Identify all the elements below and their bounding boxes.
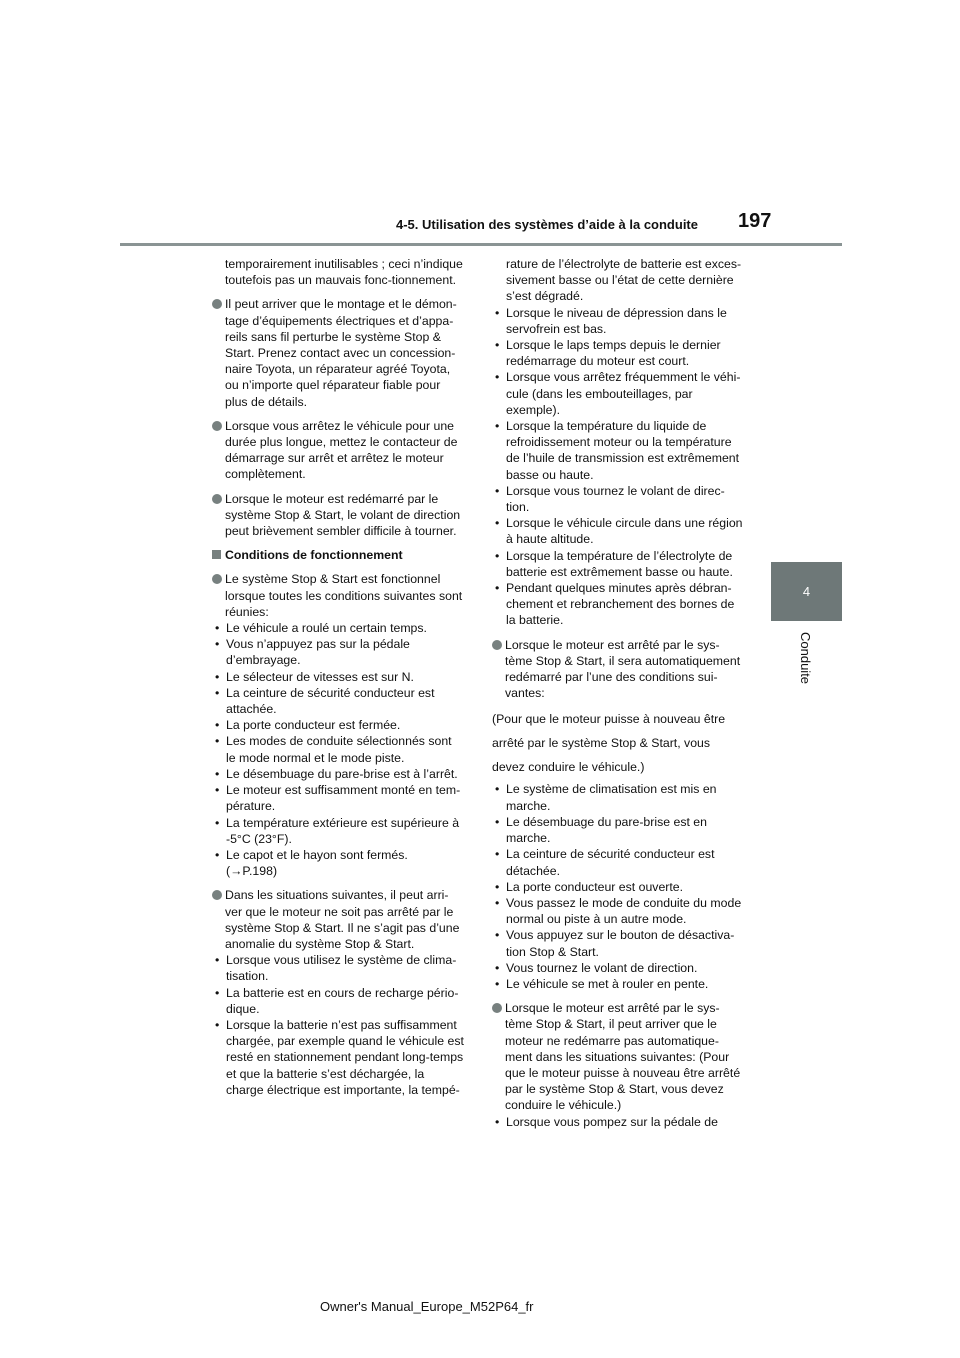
list-item: • La température extérieure est supérieure à -5°C (23°F). <box>215 815 460 846</box>
list-item: • La batterie est en cours de recharge pério-dique. <box>215 985 459 1016</box>
list-item: • Le moteur est suffisamment monté en tem-pérature. <box>215 783 461 814</box>
bullet-dot-icon <box>492 640 502 650</box>
section-heading: Conditions de fonctionnement <box>212 547 464 563</box>
note-line: arrêté par le système Stop & Start, vous <box>492 736 711 751</box>
bullet-paragraph: Il peut arriver que le montage et le démon-tage d’équipements électriques et d’appa-reils sans fil perturbe le système Stop & Start. Prenez contact avec un concession-naire Toyota, un réparateur agréé Toyota, ou n’importe quel réparateur fiable pour plus de détails. <box>212 296 464 409</box>
list-item: • Vous passez le mode de conduite du mode normal ou piste à un autre mode. <box>495 895 742 927</box>
bullet-dot-icon <box>212 299 222 309</box>
page-number: 197 <box>738 210 772 232</box>
list-item: • Les modes de conduite sélectionnés sont le mode normal et le mode piste. <box>215 734 452 765</box>
bullet-dot-icon <box>212 574 222 584</box>
continued-text: rature de l’électrolyte de batterie est exces-sivement basse ou l’état de cette dernière s’est dégradé. <box>506 257 742 304</box>
list-item: • Vous tournez le volant de direction. <box>495 960 698 975</box>
page-reference: (→P.198) <box>226 864 278 879</box>
bullet-dot-icon <box>212 890 222 900</box>
chapter-label: Conduite <box>798 632 813 685</box>
no-restart-list <box>492 1114 744 1130</box>
situations-list <box>492 305 744 629</box>
list-item: • Pendant quelques minutes après débran-chement et rebranchement des bornes de la batterie. <box>495 581 735 628</box>
square-bullet-icon <box>212 550 221 559</box>
bullet-paragraph: Dans les situations suivantes, il peut arri-ver que le moteur ne soit pas arrêté par le système Stop & Start. Il ne s’agit pas d’une anomalie du système Stop & Start. <box>212 887 464 952</box>
header-rule <box>120 243 842 246</box>
conditions-list <box>212 620 464 863</box>
list-item: • Lorsque vous tournez le volant de direc-tion. <box>495 483 725 515</box>
list-item: • La ceinture de sécurité conducteur est détachée. <box>495 847 715 878</box>
chapter-number: 4 <box>802 584 811 599</box>
bullet-paragraph: Le système Stop & Start est fonctionnel lorsque toutes les conditions suivantes sont réunies: <box>212 571 464 620</box>
list-item: • Lorsque vous pompez sur la pédale de <box>495 1114 718 1129</box>
footer-text: Owner's Manual_Europe_M52P64_fr <box>320 1299 534 1314</box>
list-item: • Le système de climatisation est mis en marche. <box>495 782 717 813</box>
bullet-dot-icon <box>212 421 222 431</box>
list-item: • Le véhicule se met à rouler en pente. <box>495 976 709 991</box>
list-item: • La ceinture de sécurité conducteur est attachée. <box>215 685 435 717</box>
list-item: • Le véhicule a roulé un certain temps. <box>215 621 427 636</box>
list-item: • Lorsque la température du liquide de refroidissement moteur ou la température de l’huile de transmission est extrêmement basse ou haute. <box>495 419 740 482</box>
left-column <box>212 256 464 1106</box>
list-item: • Lorsque le laps temps depuis le dernier redémarrage du moteur est court. <box>495 338 721 369</box>
list-item: • Lorsque la batterie n’est pas suffisamment chargée, par exemple quand le véhicule est resté en stationnement pendant long-temps et que la batterie s’est déchargée, la charge électrique est importante, la tempé- <box>215 1017 464 1097</box>
bullet-paragraph: Lorsque vous arrêtez le véhicule pour une durée plus longue, mettez le contacteur de démarrage sur arrêt et arrêtez le moteur complètement. <box>212 418 464 483</box>
list-item: • Le désembuage du pare-brise est en marche. <box>495 814 707 846</box>
situations-list <box>212 952 464 1098</box>
bullet-dot-icon <box>492 1003 502 1013</box>
bullet-paragraph: Lorsque le moteur est arrêté par le sys-tème Stop & Start, il sera automatiquement redémarré par l’une des conditions sui-vantes: <box>492 637 744 702</box>
list-item: • Lorsque le véhicule circule dans une région à haute altitude. <box>495 516 743 547</box>
list-item: • La porte conducteur est fermée. <box>215 718 401 733</box>
list-item: • Lorsque vous arrêtez fréquemment le véhi-cule (dans les embouteillages, par exemple). <box>495 370 741 417</box>
list-item: • Le sélecteur de vitesses est sur N. <box>215 669 414 684</box>
chapter-tab <box>771 562 842 621</box>
list-item: • Lorsque la température de l’électrolyte de batterie est extrêmement basse ou haute. <box>495 548 733 579</box>
list-item: • Lorsque le niveau de dépression dans le servofrein est bas. <box>495 305 727 336</box>
list-item: • Vous n’appuyez pas sur la pédale d’embrayage. <box>215 637 410 668</box>
list-item: • Le désembuage du pare-brise est à l’arrêt. <box>215 766 458 781</box>
restart-conditions-list <box>492 781 744 992</box>
right-column <box>492 256 744 1138</box>
section-title: 4-5. Utilisation des systèmes d’aide à la conduite <box>396 217 698 232</box>
list-item: • Le capot et le hayon sont fermés. <box>215 847 408 862</box>
bullet-paragraph: Lorsque le moteur est arrêté par le sys-tème Stop & Start, il peut arriver que le moteur ne redémarre pas automatique-ment dans les situations suivantes: (Pour que le moteur puisse à nouveau être arrêté par le système Stop & Start, vous devez conduire le véhicule.) <box>492 1000 744 1113</box>
list-item: • La porte conducteur est ouverte. <box>495 879 684 894</box>
note-line: (Pour que le moteur puisse à nouveau être <box>492 712 726 727</box>
intro-paragraph: temporairement inutilisables ; ceci n’indique toutefois pas un mauvais fonc-tionnement. <box>225 257 463 288</box>
bullet-dot-icon <box>212 494 222 504</box>
list-item: • Lorsque vous utilisez le système de clima-tisation. <box>215 953 457 984</box>
bullet-paragraph: Lorsque le moteur est redémarré par le système Stop & Start, le volant de direction peut brièvement sembler difficile à tourner. <box>212 491 464 540</box>
note-line: devez conduire le véhicule.) <box>492 760 645 775</box>
list-item: • Vous appuyez sur le bouton de désactiva-tion Stop & Start. <box>495 928 735 959</box>
